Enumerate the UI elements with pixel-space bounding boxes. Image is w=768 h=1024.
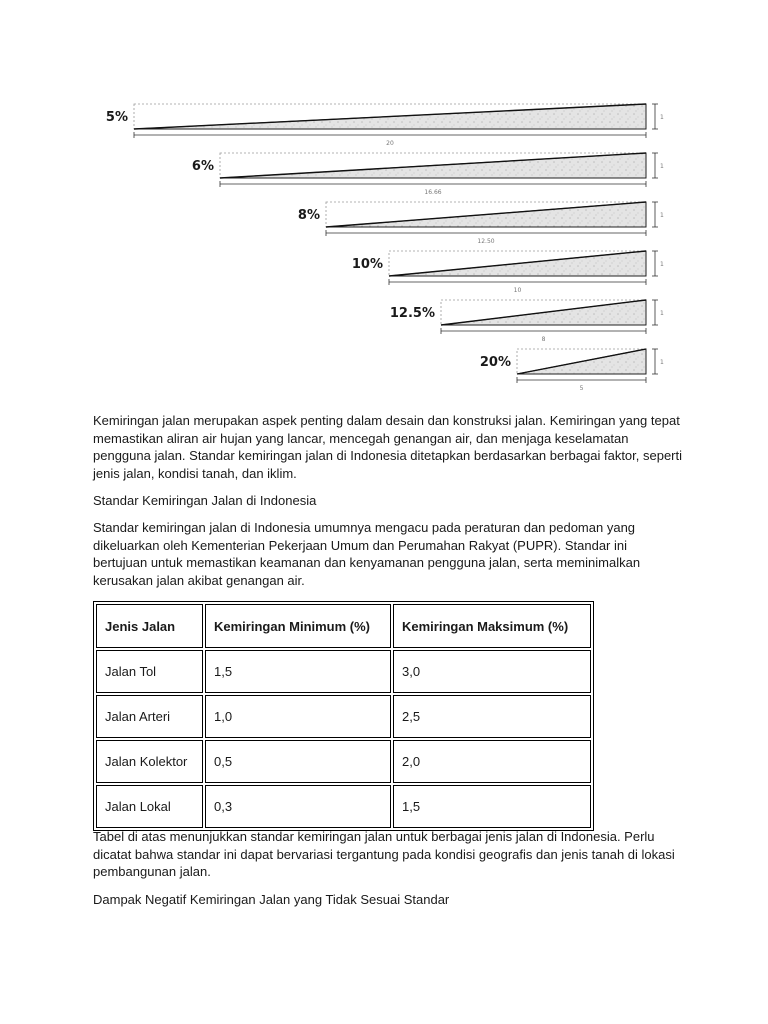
- section-heading-standard: Standar Kemiringan Jalan di Indonesia: [93, 493, 317, 508]
- header-kemiringan-maksimum: Kemiringan Maksimum (%): [393, 604, 591, 648]
- slope-percent-label: 20%: [479, 355, 511, 370]
- table-cell: 3,0: [393, 650, 591, 693]
- slope-rise-label: 1: [660, 212, 664, 219]
- slope-length-label: 5: [579, 385, 584, 392]
- table-cell: 2,5: [393, 695, 591, 738]
- slope-percent-label: 12.5%: [389, 306, 435, 321]
- slope-percent-label: 10%: [351, 257, 383, 272]
- table-row: [96, 785, 591, 828]
- slope-diagram: [0, 0, 768, 400]
- table-cell: 0,3: [205, 785, 391, 828]
- slope-percent-label: 8%: [297, 208, 320, 223]
- table-row: [96, 740, 591, 783]
- slope-percent-label: 6%: [191, 159, 214, 174]
- table-header-row: [96, 604, 591, 648]
- table-cell: 1,0: [205, 695, 391, 738]
- table-cell: 0,5: [205, 740, 391, 783]
- slope-rise-label: 1: [660, 359, 664, 366]
- slope-length-label: 8: [541, 336, 546, 343]
- table-cell: 1,5: [205, 650, 391, 693]
- standard-paragraph: Standar kemiringan jalan di Indonesia umumnya mengacu pada peraturan dan pedoman yang dikeluarkan oleh Kementerian Pekerjaan Umum dan Perumahan Rakyat (PUPR). Standar ini bertujuan untuk memastikan keamanan dan kenyamanan pengguna jalan, serta meminimalkan kerusakan jalan akibat genangan air.: [93, 520, 641, 588]
- header-jenis-jalan: Jenis Jalan: [96, 604, 203, 648]
- slope-rise-label: 1: [660, 114, 664, 121]
- table-cell: Jalan Tol: [96, 650, 203, 693]
- table-cell: Jalan Lokal: [96, 785, 203, 828]
- table-row: [96, 650, 591, 693]
- slope-rise-label: 1: [660, 310, 664, 317]
- slope-rise-label: 1: [660, 163, 664, 170]
- slope-length-label: 16.66: [424, 189, 442, 196]
- slope-percent-label: 5%: [105, 110, 128, 125]
- slope-length-label: 12.50: [477, 238, 495, 245]
- slope-length-label: 10: [513, 287, 522, 294]
- table-cell: 1,5: [393, 785, 591, 828]
- slope-standard-table: [93, 601, 594, 831]
- section-heading-impact: Dampak Negatif Kemiringan Jalan yang Tidak Sesuai Standar: [93, 892, 450, 907]
- after-table-paragraph: Tabel di atas menunjukkan standar kemiringan jalan untuk berbagai jenis jalan di Indonesia. Perlu dicatat bahwa standar ini dapat bervariasi tergantung pada kondisi geografis dan jenis tanah di lokasi pembangunan jalan.: [93, 829, 675, 880]
- table-cell: 2,0: [393, 740, 591, 783]
- header-kemiringan-minimum: Kemiringan Minimum (%): [205, 604, 391, 648]
- slope-rise-label: 1: [660, 261, 664, 268]
- intro-paragraph: Kemiringan jalan merupakan aspek penting dalam desain dan konstruksi jalan. Kemiringan yang tepat memastikan aliran air hujan yang lancar, mencegah genangan air, dan menjaga keselamatan pengguna jalan. Standar kemiringan jalan di Indonesia ditetapkan berdasarkan berbagai faktor, seperti jenis jalan, kondisi tanah, dan iklim.: [93, 413, 683, 481]
- slope-length-label: 20: [386, 140, 394, 147]
- table-cell: Jalan Kolektor: [96, 740, 203, 783]
- table-cell: Jalan Arteri: [96, 695, 203, 738]
- table-row: [96, 695, 591, 738]
